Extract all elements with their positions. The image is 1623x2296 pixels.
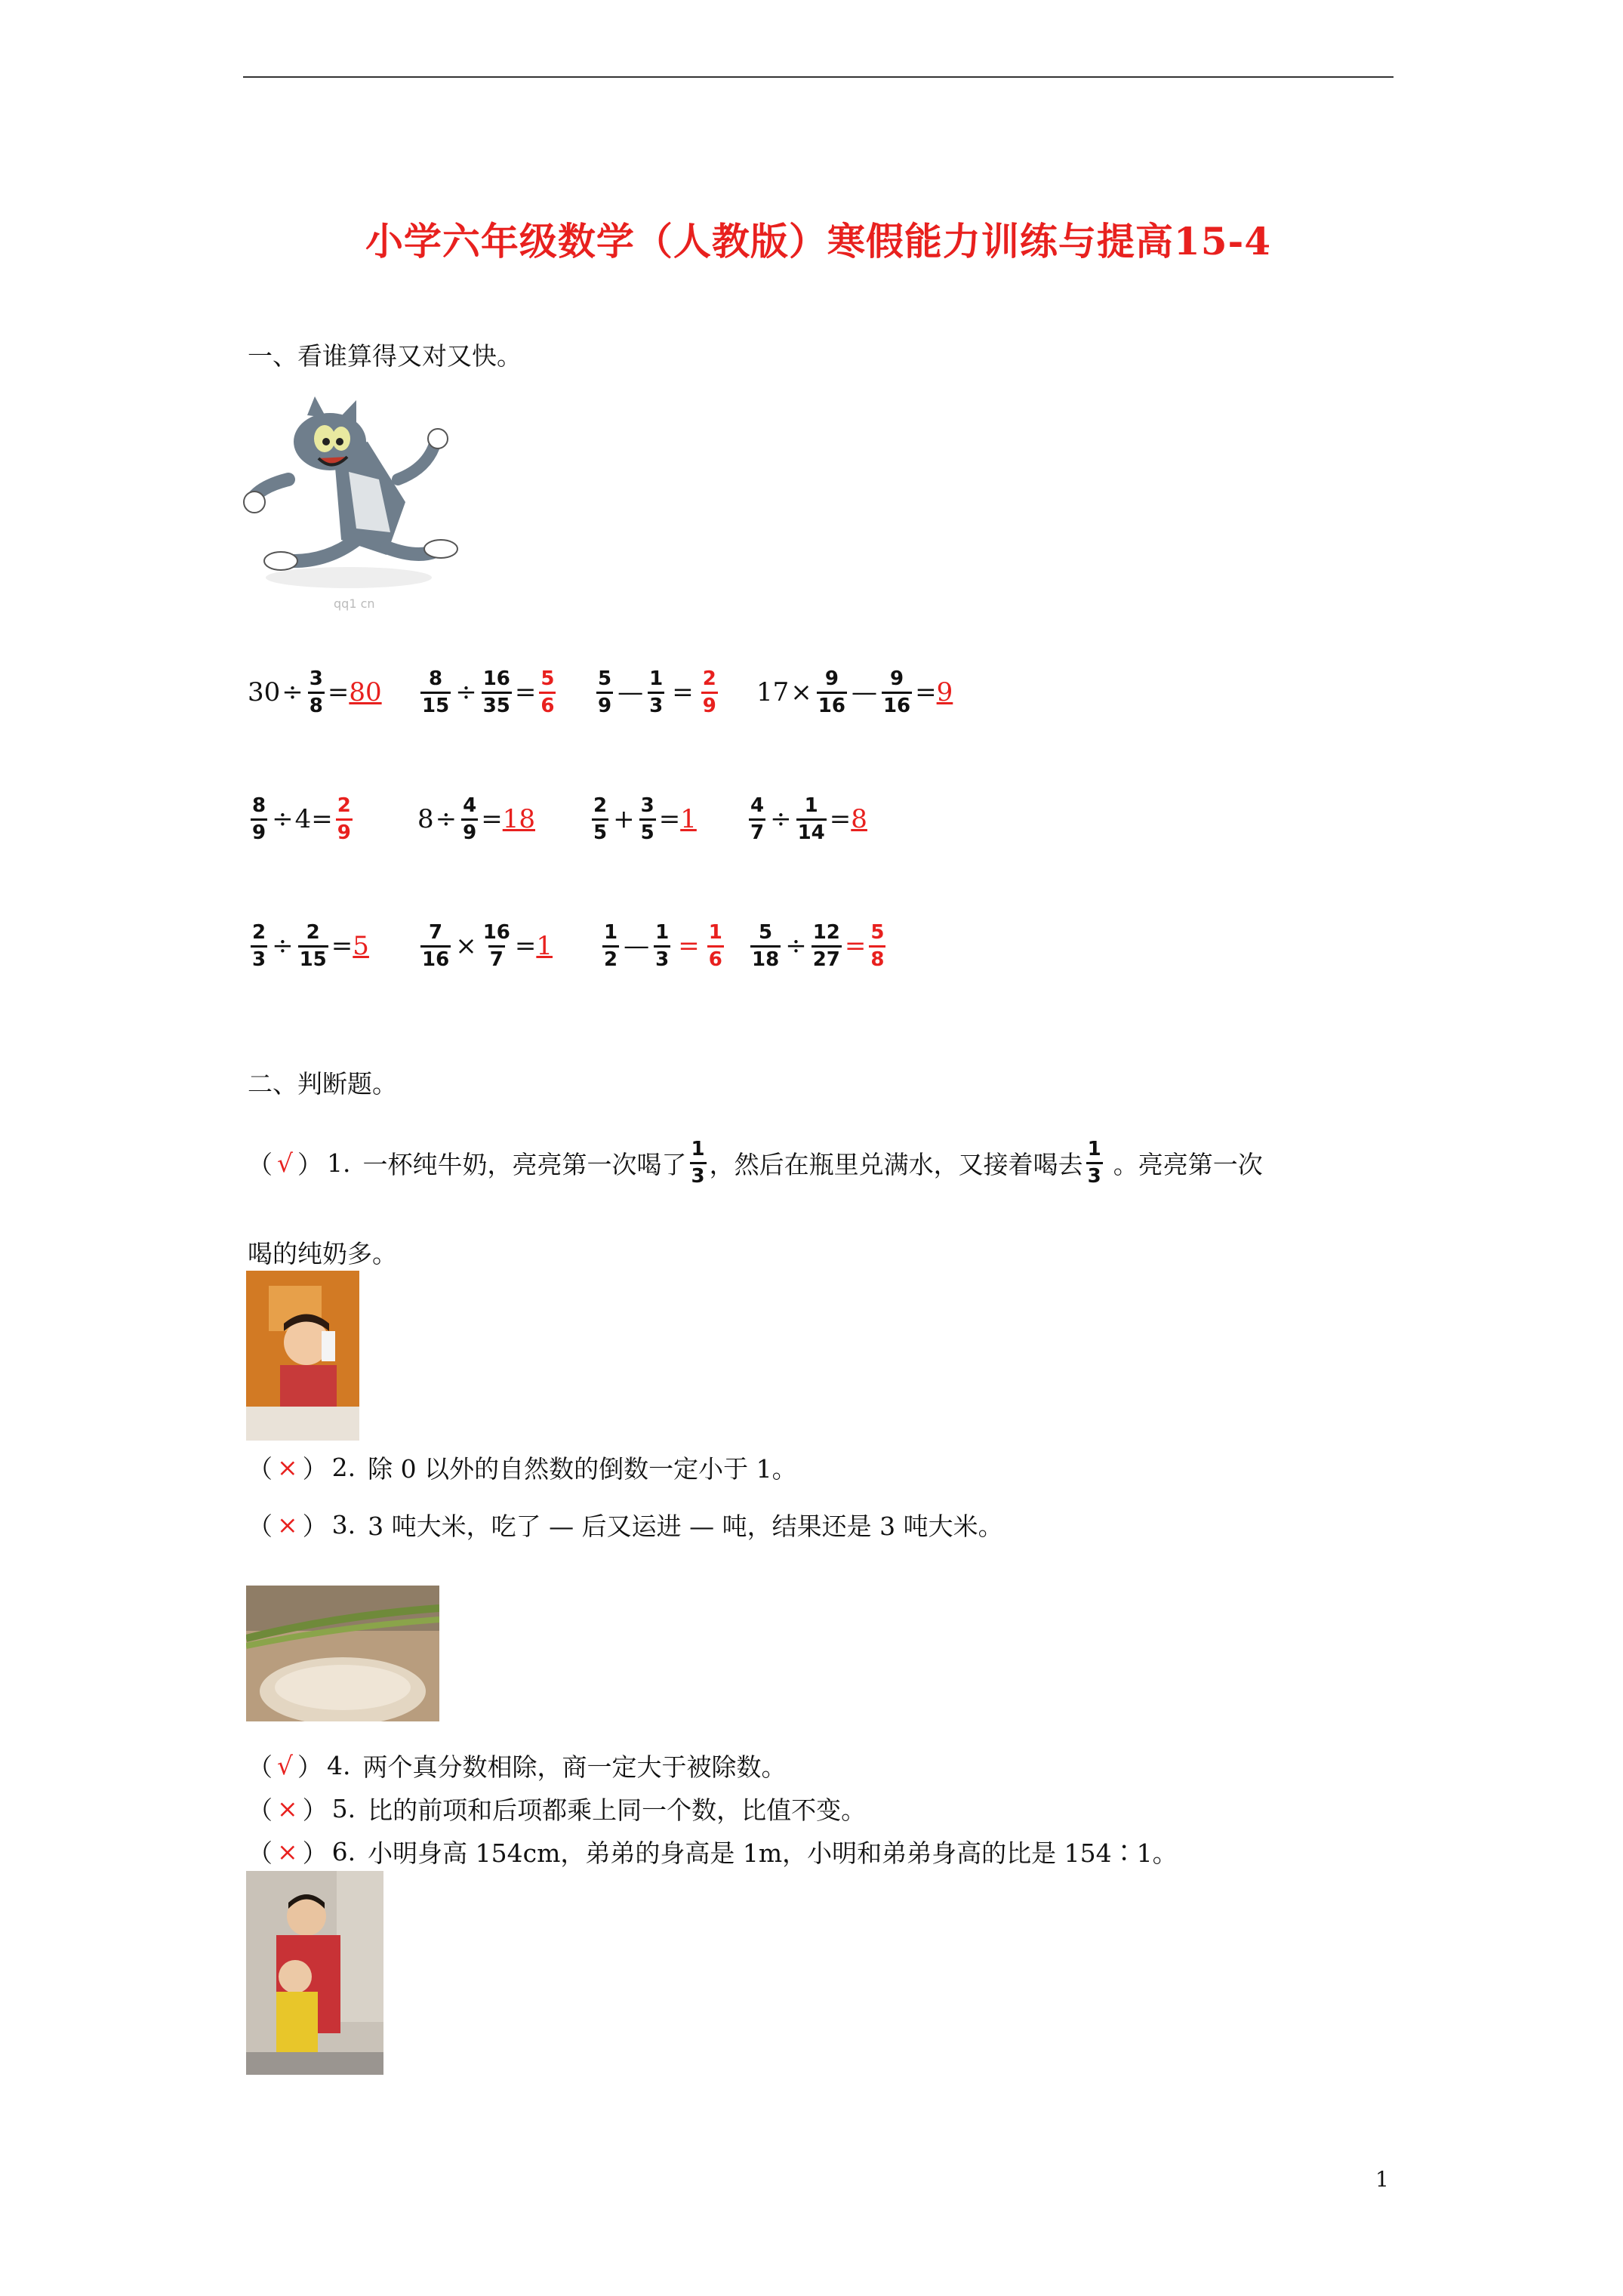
- judgment-q2: （ × ） 2. 除 0 以外的自然数的倒数一定小于 1。: [248, 1452, 797, 1484]
- answer: $\frac{1}{6}$: [708, 920, 722, 971]
- answer: $\frac{2}{9}$: [702, 667, 716, 717]
- section-2-heading: 二、判断题。: [248, 1069, 397, 1099]
- judgment-q4: （ √ ） 4. 两个真分数相除，商一定大于被除数。: [248, 1750, 787, 1782]
- calc-expr: $\frac{1}{2}$ — $\frac{1}{3}$ = $\frac{1}{6}$: [604, 920, 722, 971]
- answer: 18: [502, 804, 535, 834]
- page-number: 1: [1375, 2167, 1389, 2192]
- calc-expr: $\frac{8}{9}$ ÷ 4 = $\frac{2}{9}$: [252, 794, 351, 844]
- brothers-photo: [246, 1871, 383, 2075]
- calc-expr: $\frac{2}{3}$ ÷ $\frac{2}{15}$ = 5: [252, 920, 369, 971]
- answer: $\frac{2}{9}$: [337, 794, 351, 844]
- answer: $\frac{5}{8}$: [870, 920, 885, 971]
- calc-expr: $\frac{8}{15}$ ÷ $\frac{16}{35}$ = $\frac{5}{6}$: [422, 667, 555, 717]
- judgment-q1-continued: 喝的纯奶多。: [248, 1239, 397, 1268]
- calc-expr: 30 ÷ $\frac{3}{8}$ = 80: [248, 667, 382, 717]
- check-mark: √: [277, 1148, 294, 1178]
- cross-mark: ×: [277, 1509, 298, 1539]
- judgment-q6: （ × ） 6. 小明身高 154cm，弟弟的身高是 1m，小明和弟弟身高的比是 154∶1。: [248, 1836, 1178, 1868]
- calc-expr: $\frac{5}{18}$ ÷ $\frac{12}{27}$ = $\frac{5}{8}$: [752, 920, 885, 971]
- calc-expr: $\frac{4}{7}$ ÷ $\frac{1}{14}$ = 8: [750, 794, 867, 844]
- judgment-q3: （ × ） 3. 3 吨大米，吃了 — 后又运进 — 吨，结果还是 3 吨大米。: [248, 1509, 1003, 1541]
- cross-mark: ×: [277, 1836, 298, 1866]
- calc-expr: $\frac{7}{16}$ × $\frac{16}{7}$ = 1: [422, 920, 553, 971]
- answer: 9: [936, 677, 953, 707]
- answer: 5: [353, 931, 369, 961]
- answer: 1: [680, 804, 697, 834]
- judgment-q5: （ × ） 5. 比的前项和后项都乘上同一个数，比值不变。: [248, 1793, 867, 1825]
- cross-mark: ×: [277, 1452, 298, 1482]
- rice-photo: [246, 1586, 439, 1721]
- answer: 80: [349, 677, 382, 707]
- calc-expr: $\frac{2}{5}$ + $\frac{3}{5}$ = 1: [593, 794, 697, 844]
- cartoon-cat-image: [243, 389, 470, 615]
- image-caption: qq1 cn: [334, 596, 375, 611]
- section-1-heading: 一、看谁算得又对又快。: [248, 341, 522, 371]
- page-title: 小学六年级数学（人教版）寒假能力训练与提高15-4: [365, 219, 1272, 264]
- answer: 8: [851, 804, 867, 834]
- answer: 1: [536, 931, 553, 961]
- judgment-q1: （ √ ） 1. 一杯纯牛奶，亮亮第一次喝了 $\frac{1}{3}$ ，然后在瓶里兑满水，又接着喝去 $\frac{1}{3}$ 。亮亮第一次: [248, 1137, 1263, 1188]
- calc-expr: 8 ÷ $\frac{4}{9}$ = 18: [417, 794, 535, 844]
- answer: $\frac{5}{6}$: [540, 667, 555, 717]
- calc-expr: 17 × $\frac{9}{16}$ — $\frac{9}{16}$ = 9: [756, 667, 953, 717]
- boy-drinking-milk-photo: [246, 1271, 359, 1441]
- header-rule: [243, 76, 1394, 78]
- cross-mark: ×: [277, 1793, 298, 1823]
- calc-expr: $\frac{5}{9}$ — $\frac{1}{3}$ = $\frac{2}{9}$: [598, 667, 716, 717]
- check-mark: √: [277, 1750, 294, 1780]
